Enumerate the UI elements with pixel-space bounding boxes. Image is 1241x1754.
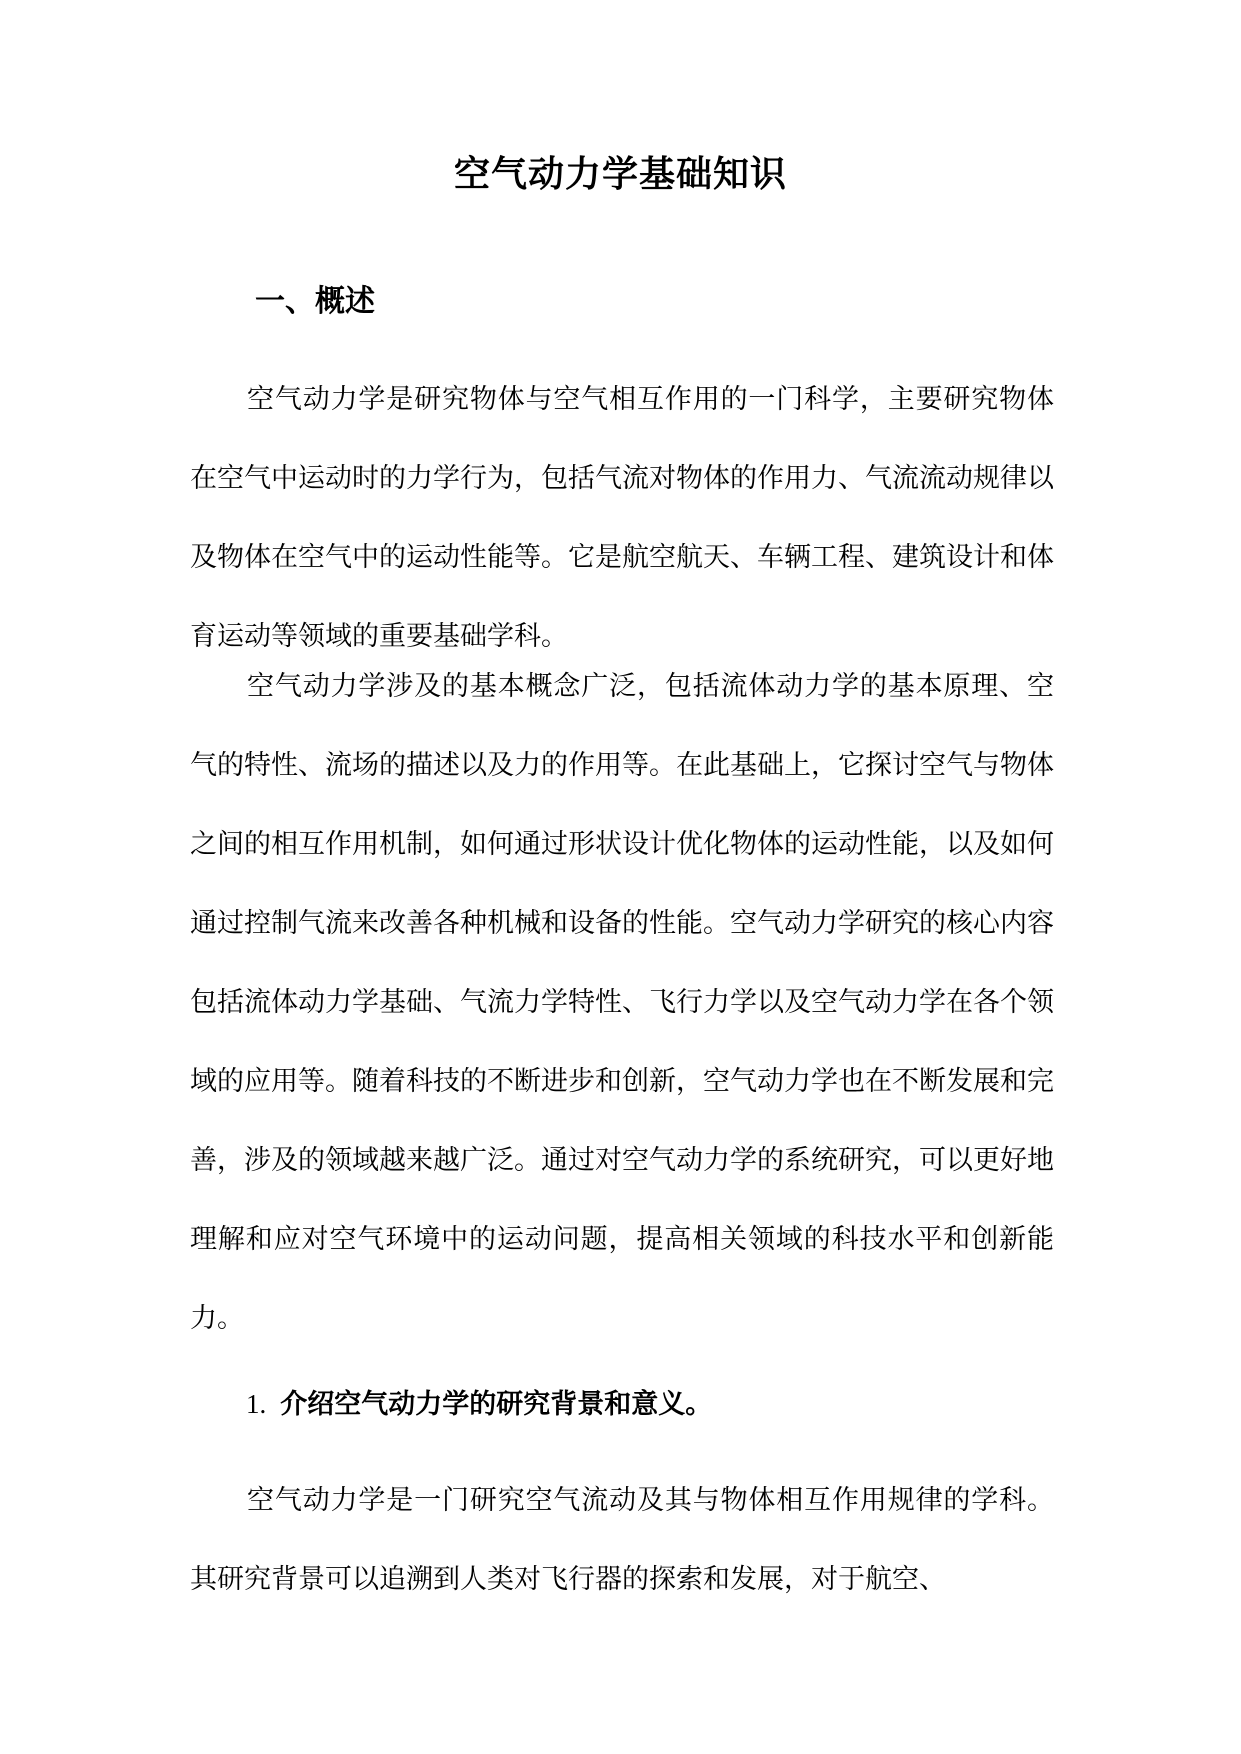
paragraph-concepts: 空气动力学涉及的基本概念广泛，包括流体动力学的基本原理、空气的特性、流场的描述以及力的作用等。在此基础上，它探讨空气与物体之间的相互作用机制，如何通过形状设计优化物体的运动性能，以及如何通过控制气流来改善各种机械和设备的性能。空气动力学研究的核心内容包括流体动力学基础、气流力学特性、飞行力学以及空气动力学在各个领域的应用等。随着科技的不断进步和创新，空气动力学也在不断发展和完善，涉及的领域越来越广泛。通过对空气动力学的系统研究，可以更好地理解和应对空气环境中的运动问题，提高相关领域的科技水平和创新能力。: [190, 671, 1054, 1334]
subheading-number: 1.: [246, 1389, 267, 1419]
subheading-research-background: [246, 1384, 712, 1425]
subheading-text: 介绍空气动力学的研究背景和意义。: [280, 1389, 713, 1420]
paragraph-intro: 空气动力学是研究物体与空气相互作用的一门科学，主要研究物体在空气中运动时的力学行为，包括气流对物体的作用力、气流流动规律以及物体在空气中的运动性能等。它是航空航天、车辆工程、建筑设计和体育运动等领域的重要基础学科。: [190, 384, 1054, 652]
section-heading-overview: 一、概述: [255, 284, 375, 319]
paragraph-background: 空气动力学是一门研究空气流动及其与物体相互作用规律的学科。其研究背景可以追溯到人类对飞行器的探索和发展，对于航空、: [190, 1485, 1054, 1595]
document-title: 空气动力学基础知识: [453, 154, 787, 195]
